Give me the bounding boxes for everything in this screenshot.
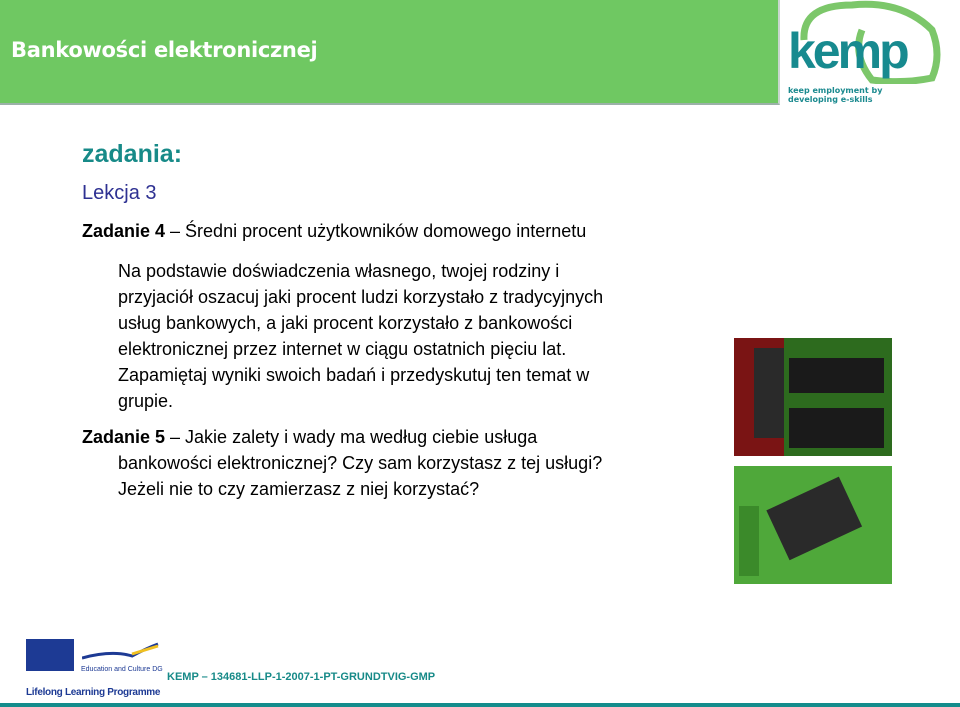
task4-text: usług bankowych, a jaki procent korzystało z bankowości	[118, 313, 573, 333]
section-heading: zadania:	[82, 140, 183, 168]
task4-heading: Zadanie 4 – Średni procent użytkowników domowego internetu	[82, 221, 587, 241]
task4-text: Na podstawie doświadczenia własnego, twojej rodziny i	[118, 261, 560, 281]
task4-text: elektronicznej przez internet w ciągu ostatnich pięciu lat.	[118, 339, 567, 359]
task4-text: grupie.	[118, 391, 174, 411]
slide-title: Bankowości elektronicznej	[11, 38, 318, 62]
programme-label: Lifelong Learning Programme	[26, 687, 161, 698]
task5-text: Jeżeli nie to czy zamierzasz z niej korzystać?	[118, 479, 480, 499]
edu-culture-label: Education and Culture DG	[81, 666, 163, 673]
lesson-label: Lekcja 3	[82, 182, 157, 204]
svg-text:kemp: kemp	[788, 23, 907, 79]
task4-text: Zapamiętaj wyniki swoich badań i przedyskutuj ten temat w	[118, 365, 590, 385]
llp-swoosh-logo	[82, 642, 160, 664]
eu-flag-icon	[26, 639, 74, 671]
project-code: KEMP – 134681-LLP-1-2007-1-PT-GRUNDTVIG-GMP	[167, 671, 436, 683]
task5-text: bankowości elektronicznej? Czy sam korzystasz z tej usługi?	[118, 453, 603, 473]
logo-tagline: keep employment by developing e-skills	[788, 86, 883, 104]
title-bar	[0, 0, 780, 105]
task5-heading: Zadanie 5 – Jakie zalety i wady ma według ciebie usługa	[82, 427, 538, 447]
microchip-photo	[734, 466, 892, 584]
task4-text: przyjaciół oszacuj jaki procent ludzi korzystało z tradycyjnych	[118, 287, 604, 307]
footer-divider	[0, 703, 960, 707]
kemp-logo	[782, 0, 960, 84]
circuit-board-photo	[734, 338, 892, 456]
